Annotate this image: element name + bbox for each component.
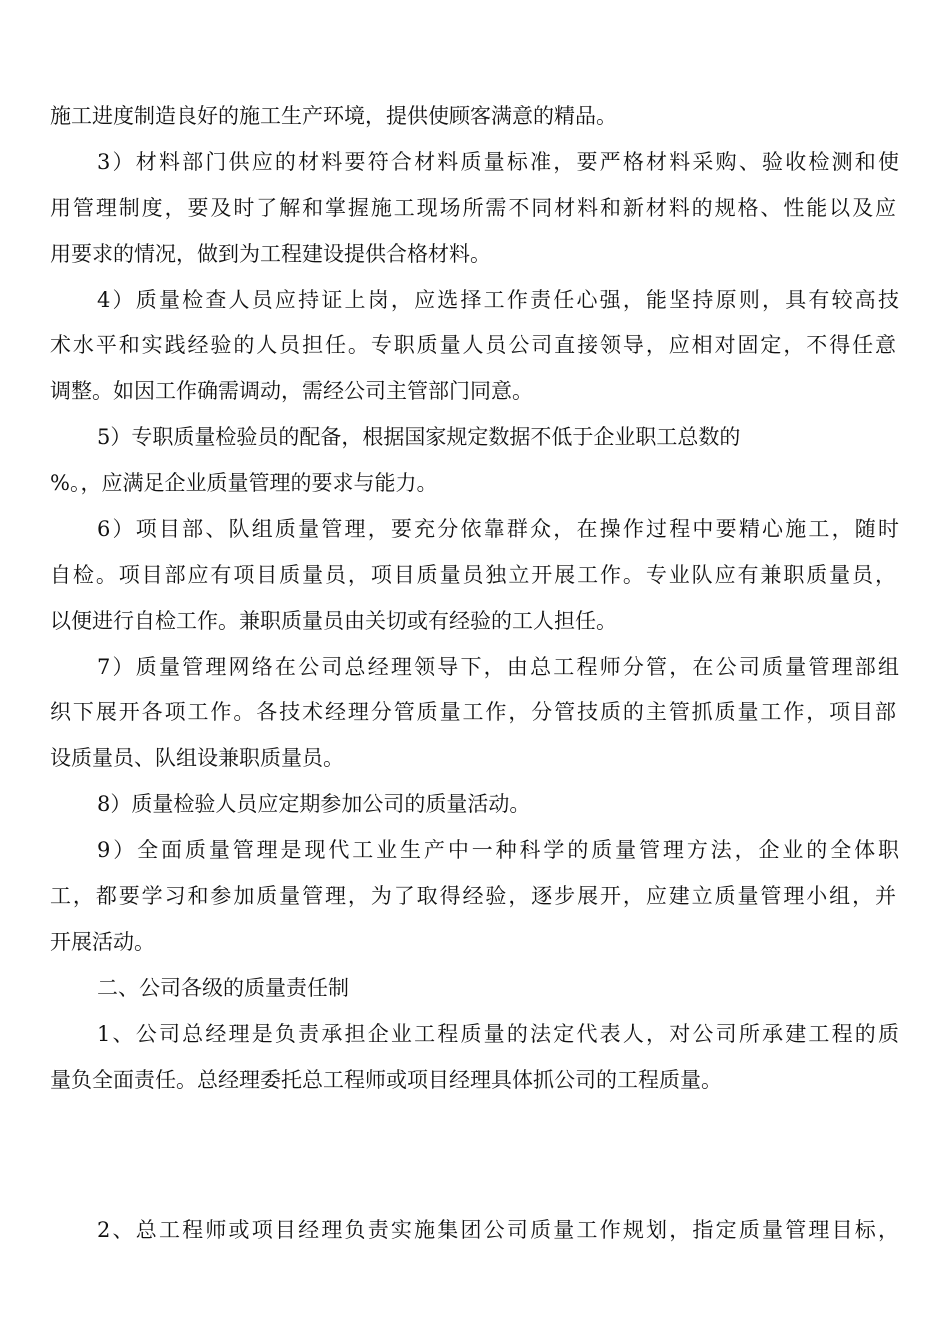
text-line: 开展活动。 [50,930,155,954]
section-heading: 二、公司各级的质量责任制 [97,976,349,1000]
text-line: 5）专职质量检验员的配备，根据国家规定数据不低于企业职工总数的 [97,425,741,449]
text-line: 7）质量管理网络在公司总经理领导下，由总工程师分管，在公司质量管理部组 [97,655,899,679]
text-line: 9）全面质量管理是现代工业生产中一种科学的质量管理方法，企业的全体职 [97,838,899,862]
text-line: 织下展开各项工作。各技术经理分管质量工作，分管技质的主管抓质量工作，项目部 [50,700,896,724]
text-line: 1、公司总经理是负责承担企业工程质量的法定代表人，对公司所承建工程的质 [97,1022,899,1046]
text-line: 8）质量检验人员应定期参加公司的质量活动。 [97,792,531,816]
text-line: 用要求的情况，做到为工程建设提供合格材料。 [50,242,491,266]
text-line: 施工进度制造良好的施工生产环境，提供使顾客满意的精品。 [50,104,617,128]
text-line: 量负全面责任。总经理委托总工程师或项目经理具体抓公司的工程质量。 [50,1068,722,1092]
text-line: %。，应满足企业质量管理的要求与能力。 [50,471,438,495]
text-line: 4）质量检查人员应持证上岗，应选择工作责任心强，能坚持原则，具有较高技 [97,288,899,312]
text-line: 3）材料部门供应的材料要符合材料质量标准，要严格材料采购、验收检测和使 [97,150,899,174]
text-line: 术水平和实践经验的人员担任。专职质量人员公司直接领导，应相对固定，不得任意 [50,333,896,357]
text-line: 工，都要学习和参加质量管理，为了取得经验，逐步展开，应建立质量管理小组，并 [50,884,896,908]
text-line: 设质量员、队组设兼职质量员。 [50,746,344,770]
text-line: 自检。项目部应有项目质量员，项目质量员独立开展工作。专业队应有兼职质量员， [50,563,896,587]
text-line: 调整。如因工作确需调动，需经公司主管部门同意。 [50,379,533,403]
text-line: 以便进行自检工作。兼职质量员由关切或有经验的工人担任。 [50,609,617,633]
text-line: 2、总工程师或项目经理负责实施集团公司质量工作规划，指定质量管理目标， [97,1218,899,1242]
text-line: 6）项目部、队组质量管理，要充分依靠群众，在操作过程中要精心施工，随时 [97,517,899,541]
text-line: 用管理制度，要及时了解和掌握施工现场所需不同材料和新材料的规格、性能以及应 [50,196,896,220]
